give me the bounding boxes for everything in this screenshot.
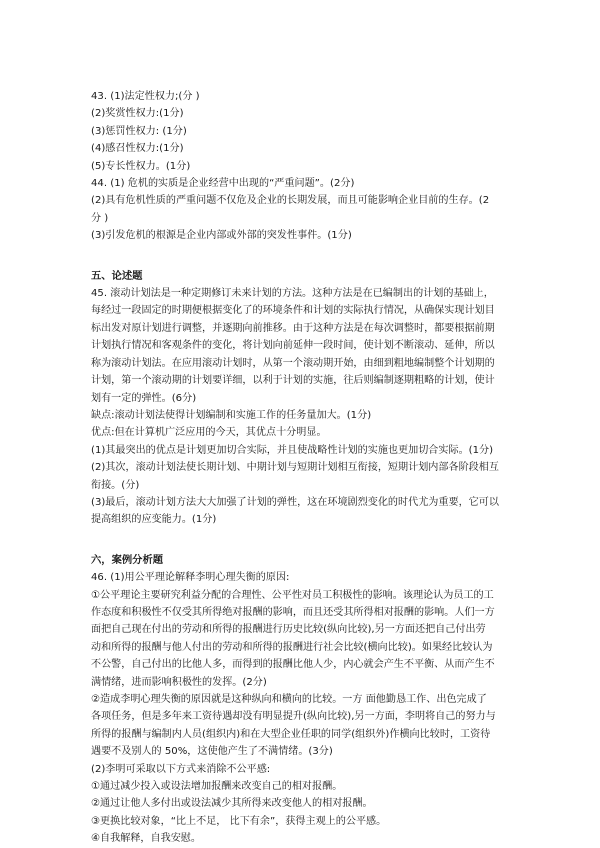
text-line: 满情绪，进而影响积极性的发挥。(2分): [91, 676, 267, 688]
text-line: 46. (1)用公平理论解释李明心理失衡的原因:: [91, 572, 290, 584]
text-line: (3)引发危机的根源是企业内部或外部的突发性事件。(1分): [91, 230, 352, 242]
text-line: 计划，第一个滚动期的计划要详细，以利于计划的实施，往后则编制逐期粗略的计划，使计: [91, 375, 495, 387]
text-line: (2)奖赏性权力:(1分): [91, 108, 184, 120]
text-line: 衔接。(分): [91, 479, 140, 491]
text-line: 标出发对原计划进行调整，并逐期向前推移。由于这种方法是在每次调整时，都要根据前期: [91, 322, 495, 334]
text-line: ②造成李明心理失衡的原因就是这种纵向和横向的比较。一方 面他勤恳工作、出色完成了: [91, 694, 487, 705]
text-line: (2)李明可采取以下方式来消除不公平感:: [91, 763, 271, 775]
answer-44: [91, 175, 517, 245]
text-line: 计划执行情况和客观条件的变化，将计划向前延伸一段时间，使计划不断滚动、延伸，所以: [91, 340, 495, 352]
text-line: 所得的报酬与编制内人员(组织内)和在大型企业任职的同学(组织外)作横向比较时，工资待: [91, 728, 491, 740]
text-line: ③更换比较对象，“比上不足， 比下有余”，获得主观上的公平感。: [91, 815, 387, 827]
answer-content: [91, 88, 517, 848]
text-line: (3)惩罚性权力: (1分): [91, 125, 187, 137]
text-line: (5)专长性权力。(1分): [91, 160, 191, 172]
text-line: 作态度和积极性不仅受其所得绝对报酬的影响，而且还受其所得相对报酬的影响。人们一方: [91, 606, 495, 618]
text-line: (2)具有危机性质的严重问题不仅危及企业的长期发展，而且可能影响企业目前的生存。(2: [91, 195, 490, 207]
text-line: 45. 滚动计划法是一种定期修订未来计划的方法。这种方法是在已编制出的计划的基础上，: [91, 288, 494, 300]
text-line: 分 ): [91, 212, 109, 224]
text-line: 提高组织的应变能力。(1分): [91, 514, 217, 526]
text-line: 每经过一段固定的时期便根据变化了的环境条件和计划的实际执行情况，从确保实现计划目: [91, 305, 495, 317]
text-line: ①公平理论主要研究利益分配的合理性、公平性对员工积极性的影响。该理论认为员工的工: [91, 589, 494, 601]
text-line: 划有一定的弹性。(6分): [91, 392, 197, 404]
text-line: (3)最后，滚动计划方法大大加强了计划的弹性，这在环境剧烈变化的时代尤为重要，它可以: [91, 496, 499, 508]
text-line: 缺点:滚动计划法使得计划编制和实施工作的任务量加大。(1分): [91, 409, 372, 421]
text-line: 称为滚动计划法。在应用滚动计划时，从第一个滚动期开始，由细到粗地编制整个计划期的: [91, 357, 495, 369]
text-line: 遇要不及别人的 50%，这使他产生了不满情绪。(3分): [91, 746, 333, 758]
text-line: (4)感召性权力:(1分): [91, 143, 184, 155]
text-line: ②通过让他人多付出或设法减少其所得来改变他人的相对报酬。: [91, 798, 373, 810]
text-line: 不公警，自己付出的比他人多，而得到的报酬比他人少，内心就会产生不平衡、从而产生不: [91, 659, 495, 671]
section-case-analysis: [91, 552, 517, 848]
text-line: 动和所得的报酬与他人付出的劳动和所得的报酬进行社会比较(横向比较)。如果经比较认为: [91, 641, 493, 653]
text-line: 面把自己现在付出的劳动和所得的报酬进行历史比较(纵向比较),另一方面还把自己付出劳: [91, 624, 486, 636]
text-line: 各项任务，但是多年来工资待遇却没有明显提升(纵向比较),另一方面，李明将自己的努力与: [91, 711, 496, 723]
text-line: ④自我解释，自我安慰。: [91, 833, 201, 845]
section-heading: 五、论述题: [91, 269, 143, 282]
answer-43: [91, 88, 517, 175]
text-line: ①通过减少投入或设法增加报酬来改变自己的相对报酬。: [91, 781, 343, 793]
text-line: 优点:但在计算机广泛应用的今天，其优点十分明显。: [91, 427, 327, 439]
section-heading: 六，案例分析题: [91, 553, 164, 566]
text-line: (1)其最突出的优点是计划更加切合实际，并且使战略性计划的实施也更加切合实际。(1分): [91, 444, 494, 456]
text-line: 43. (1)法定性权力;(分 ): [91, 91, 200, 102]
section-essay: [91, 268, 517, 529]
text-line: 44. (1) 危机的实质是企业经营中出现的“严重问题”。(2分): [91, 178, 355, 190]
text-line: (2)其次，滚动计划法使长期计划、中期计划与短期计划相互衔接，短期计划内部各阶段相互: [91, 462, 499, 474]
section-gap: [91, 245, 517, 268]
section-gap: [91, 529, 517, 552]
